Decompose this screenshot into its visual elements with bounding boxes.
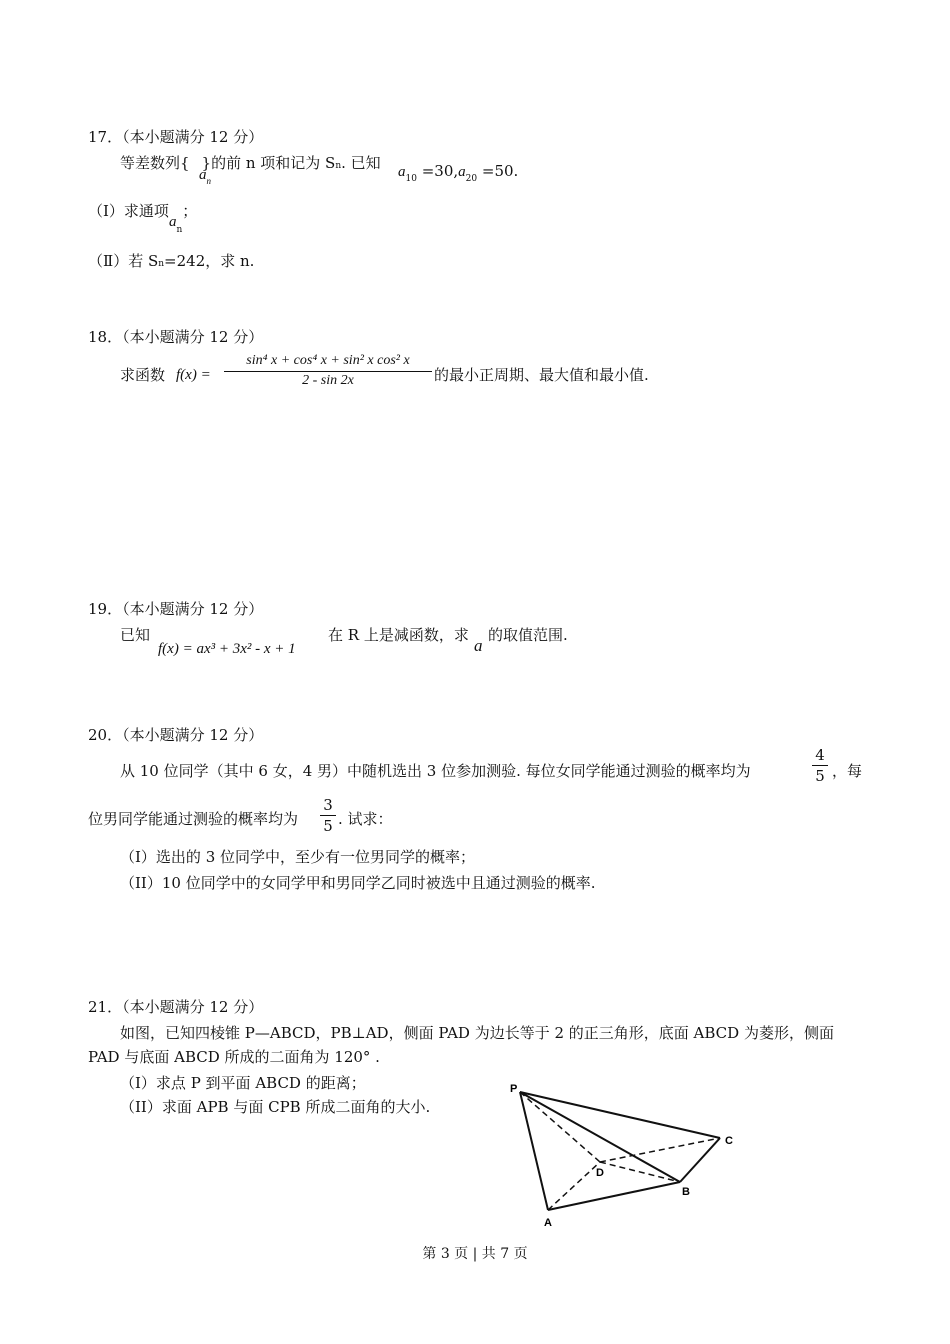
edge-PD xyxy=(520,1092,600,1162)
q20-line2-end: . 试求： xyxy=(338,810,393,828)
q20-part1: （I）选出的 3 位同学中，至少有一位男同学的概率； xyxy=(120,848,476,866)
edge-PC xyxy=(520,1092,720,1138)
q20-frac2-den: 5 xyxy=(323,817,333,835)
q20-frac1-den: 5 xyxy=(815,767,825,785)
q17-stem xyxy=(120,154,381,172)
q20-frac2-num: 3 xyxy=(323,796,333,814)
q17-stem-pre: 等差数列{ xyxy=(120,154,190,172)
q17-part2: （Ⅱ）若 Sn=242，求 n. xyxy=(88,252,255,270)
label-P: P xyxy=(510,1083,518,1095)
q18-pre: 求函数 xyxy=(120,366,166,384)
q19-mid: 在 R 上是减函数，求 xyxy=(328,626,469,644)
q17-an-var: $a_n$ xyxy=(199,167,211,186)
q20-part2: （II）10 位同学中的女同学甲和男同学乙同时被选中且通过测验的概率. xyxy=(120,874,596,892)
q21-part2: （II）求面 APB 与面 CPB 所成二面角的大小. xyxy=(120,1098,431,1116)
q20-frac2 xyxy=(320,796,336,835)
q19-pre: 已知 xyxy=(120,626,151,644)
q18-post: 的最小正周期、最大值和最小值. xyxy=(434,366,649,384)
q19-var: a xyxy=(474,636,483,655)
q17-given: $a_{10} =30,a_{20} =50$. xyxy=(398,162,519,184)
q20-line1-end: ，每 xyxy=(832,762,863,780)
q18-numerator: sin⁴ x + cos⁴ x + sin² x cos² x xyxy=(246,353,410,368)
q20-line2: 位男同学能通过测验的概率均为 xyxy=(88,810,299,828)
q18-fraction xyxy=(224,353,432,390)
q17-sn-sub: n xyxy=(335,161,342,171)
q20-frac1 xyxy=(812,746,828,785)
q17-stem-brace: }的前 n 项和记为 S xyxy=(201,154,336,172)
q18-fx: f(x) = xyxy=(176,367,211,383)
edge-AD xyxy=(548,1162,600,1210)
q21-line2: PAD 与底面 ABCD 所成的二面角为 120° . xyxy=(88,1048,380,1066)
pyramid-figure xyxy=(500,1080,750,1230)
edge-AB xyxy=(548,1182,680,1210)
label-B: B xyxy=(682,1186,690,1198)
q17-part1: （Ⅰ）求通项$a_n$； xyxy=(88,202,198,235)
label-A: A xyxy=(544,1217,552,1229)
q21-line1: 如图，已知四棱锥 P—ABCD，PB⊥AD，侧面 PAD 为边长等于 2 的正三角形，底面 ABCD 为菱形，侧面 xyxy=(120,1024,834,1042)
q19-header: 19．（本小题满分 12 分） xyxy=(88,600,264,618)
label-D: D xyxy=(596,1167,604,1179)
edge-BC xyxy=(680,1138,720,1182)
page-footer: 第 3 页 | 共 7 页 xyxy=(422,1246,528,1262)
q17-header: 17．（本小题满分 12 分） xyxy=(88,128,264,146)
q18-header: 18．（本小题满分 12 分） xyxy=(88,328,264,346)
q18-denominator: 2 - sin 2x xyxy=(302,372,354,388)
q21-part1: （I）求点 P 到平面 ABCD 的距离； xyxy=(120,1074,366,1092)
edge-DB xyxy=(600,1162,680,1182)
q20-header: 20．（本小题满分 12 分） xyxy=(88,726,264,744)
q21-header: 21．（本小题满分 12 分） xyxy=(88,998,264,1016)
q19-formula: f(x) = ax³ + 3x² - x + 1 xyxy=(158,641,296,657)
label-C: C xyxy=(725,1135,733,1147)
q19-post: 的取值范围. xyxy=(488,626,568,644)
q20-frac1-num: 4 xyxy=(815,746,825,764)
edge-PA xyxy=(520,1092,548,1210)
q17-stem-mid: . 已知 xyxy=(341,154,381,172)
q20-line1: 从 10 位同学（其中 6 女，4 男）中随机选出 3 位参加测验. 每位女同学能通过测验的概率均为 xyxy=(120,762,751,780)
